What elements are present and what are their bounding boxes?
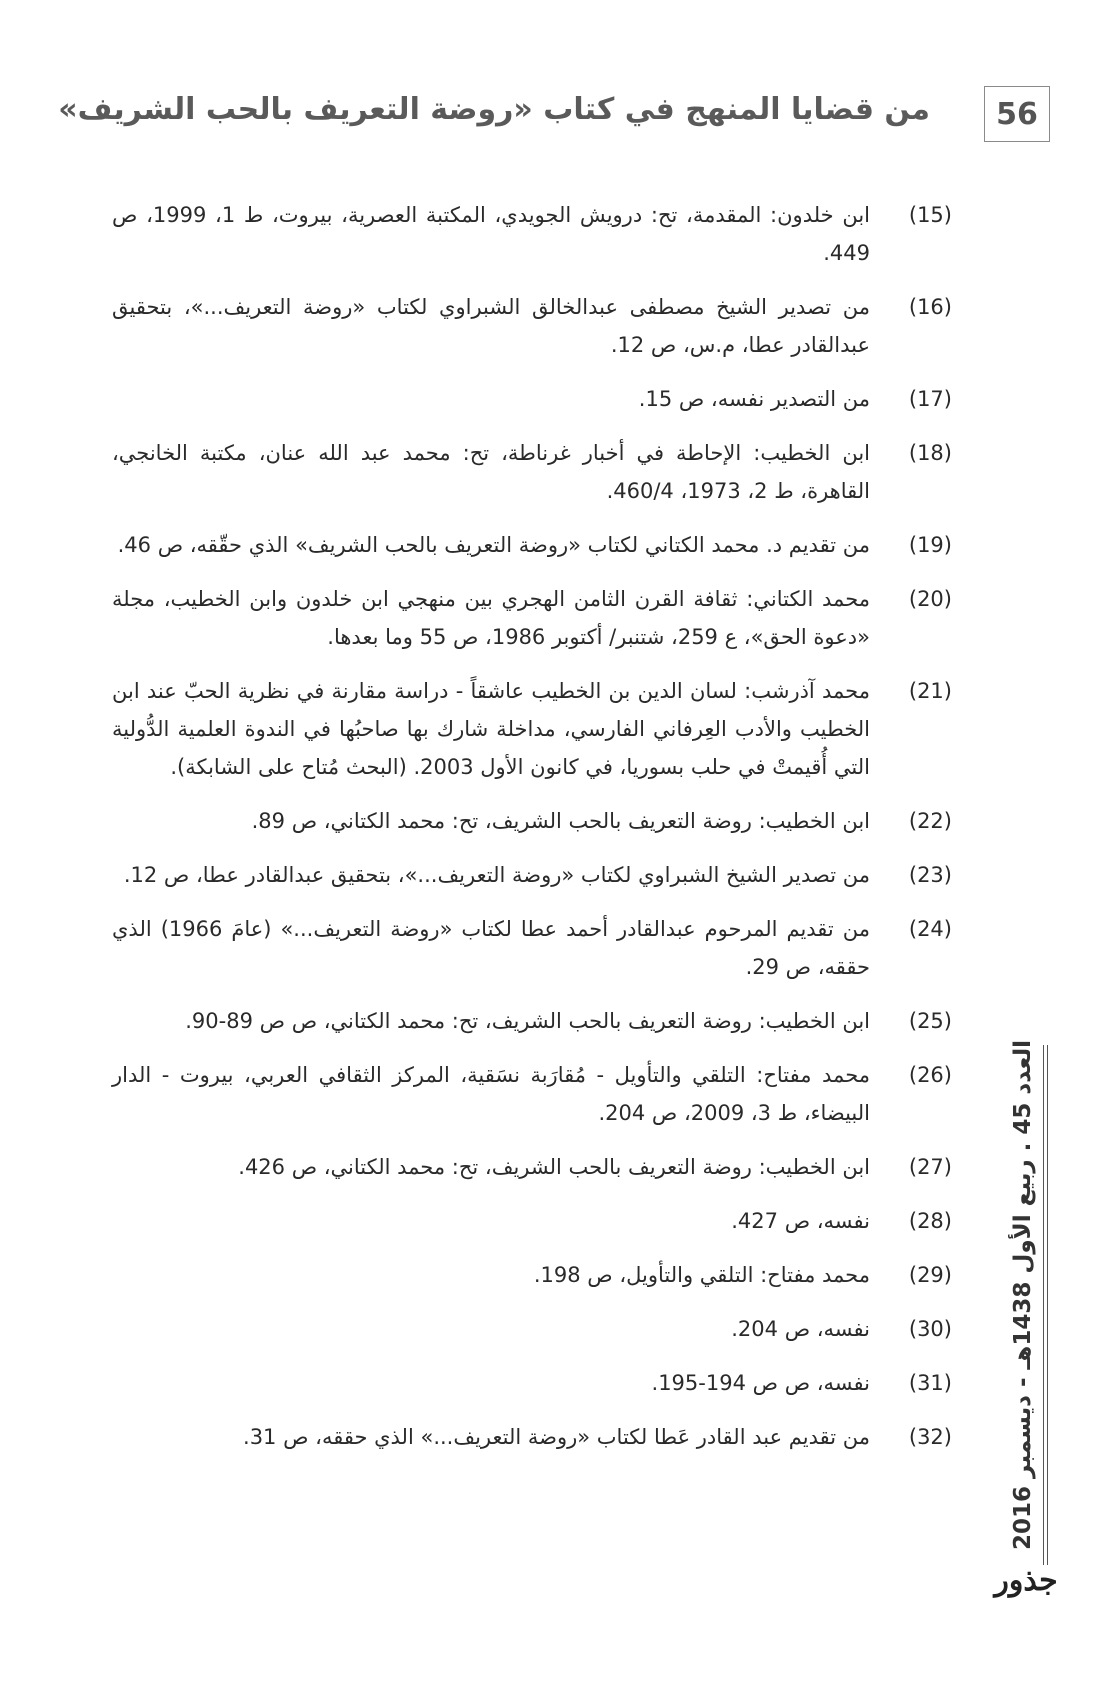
endnote (112, 910, 952, 986)
endnote-text: من تقديم د. محمد الكتاني لكتاب «روضة التعريف بالحب الشريف» الذي حقّقه، ص 46. (117, 533, 870, 557)
endnote-text: من تصدير الشيخ مصطفى عبدالخالق الشبراوي لكتاب «روضة التعريف...»، بتحقيق عبدالقادر عطا، م.س، ص 12. (112, 295, 870, 357)
endnote-number: (30) (908, 1317, 952, 1341)
endnote-text: نفسه، ص 204. (731, 1317, 870, 1341)
endnote-number: (24) (908, 917, 952, 941)
endnote (112, 526, 952, 564)
endnote-number: (27) (908, 1155, 952, 1179)
endnote (112, 196, 952, 272)
endnote (112, 1310, 952, 1348)
page-number: 56 (984, 86, 1050, 142)
endnote-number: (16) (908, 295, 952, 319)
endnote-number: (21) (908, 679, 952, 703)
endnote-number: (25) (908, 1009, 952, 1033)
endnote (112, 434, 952, 510)
endnote-text: ابن الخطيب: روضة التعريف بالحب الشريف، تح: محمد الكتاني، ص ص 89-90. (185, 1009, 870, 1033)
endnote-number: (29) (908, 1263, 952, 1287)
endnote-text: محمد الكتاني: ثقافة القرن الثامن الهجري بين منهجي ابن خلدون وابن الخطيب، مجلة «دعوة الحق»، ع 259، شتنبر/ أكتوبر 1986، ص 55 وما بعدها. (112, 587, 870, 649)
endnote (112, 802, 952, 840)
endnote-number: (17) (908, 387, 952, 411)
endnote-number: (22) (908, 809, 952, 833)
journal-logo: جذور (994, 1562, 1058, 1598)
endnote-number: (18) (908, 441, 952, 465)
endnote (112, 1364, 952, 1402)
endnote-number: (20) (908, 587, 952, 611)
endnote-number: (19) (908, 533, 952, 557)
issue-info: العدد 45 . ربيع الأول 1438هـ - ديسمبر 2016 (1010, 1040, 1036, 1551)
endnote (112, 672, 952, 786)
side-divider (1043, 1045, 1048, 1565)
endnote-number: (28) (908, 1209, 952, 1233)
endnote (112, 1256, 952, 1294)
endnote-number: (23) (908, 863, 952, 887)
endnote-text: محمد مفتاح: التلقي والتأويل، ص 198. (533, 1263, 870, 1287)
endnote-text: نفسه، ص ص 194-195. (651, 1371, 870, 1395)
endnote-number: (31) (908, 1371, 952, 1395)
endnote-text: ابن الخطيب: روضة التعريف بالحب الشريف، تح: محمد الكتاني، ص 89. (251, 809, 870, 833)
endnote (112, 1202, 952, 1240)
endnote (112, 856, 952, 894)
endnote (112, 288, 952, 364)
endnote-number: (15) (908, 203, 952, 227)
endnote (112, 1418, 952, 1456)
endnote (112, 1056, 952, 1132)
endnote-text: محمد مفتاح: التلقي والتأويل - مُقارَبة نسَقية، المركز الثقافي العربي، بيروت - الدار البيضاء، ط 3، 2009، ص 204. (112, 1063, 870, 1125)
endnote-text: من تقديم المرحوم عبدالقادر أحمد عطا لكتاب «روضة التعريف...» (عامَ 1966) الذي حققه، ص 29. (112, 917, 871, 979)
endnote-number: (26) (908, 1063, 952, 1087)
endnote-text: ابن الخطيب: روضة التعريف بالحب الشريف، تح: محمد الكتاني، ص 426. (238, 1155, 870, 1179)
endnote-text: نفسه، ص 427. (731, 1209, 870, 1233)
running-title: من قضايا المنهج في كتاب «روضة التعريف بالحب الشريف» (58, 92, 930, 127)
endnote-text: من تصدير الشيخ الشبراوي لكتاب «روضة التعريف...»، بتحقيق عبدالقادر عطا، ص 12. (123, 863, 870, 887)
endnote-text: من تقديم عبد القادر عَطا لكتاب «روضة التعريف...» الذي حققه، ص 31. (243, 1425, 870, 1449)
endnote-text: من التصدير نفسه، ص 15. (638, 387, 870, 411)
endnote (112, 380, 952, 418)
endnote-number: (32) (908, 1425, 952, 1449)
endnote-text: ابن خلدون: المقدمة، تح: درويش الجويدي، المكتبة العصرية، بيروت، ط 1، 1999، ص 449. (112, 203, 871, 265)
endnote (112, 580, 952, 656)
issue-info-strip (1008, 1040, 1038, 1551)
endnote (112, 1148, 952, 1186)
endnote (112, 1002, 952, 1040)
endnote-text: ابن الخطيب: الإحاطة في أخبار غرناطة، تح: محمد عبد الله عنان، مكتبة الخانجي، القاهرة، ط 2، 1973، 460/4. (112, 441, 870, 503)
endnote-text: محمد آذرشب: لسان الدين بن الخطيب عاشقاً - دراسة مقارنة في نظرية الحبّ عند ابن الخطيب والأدب العِرفاني الفارسي، مداخلة شارك بها صاحبُها في الندوة العلمية الدُّولية التي أُقيمتْ في حلب بسوريا، في كانون الأول 2003. (البحث مُتاح على الشابكة). (112, 679, 870, 779)
endnotes-list (112, 196, 952, 1472)
